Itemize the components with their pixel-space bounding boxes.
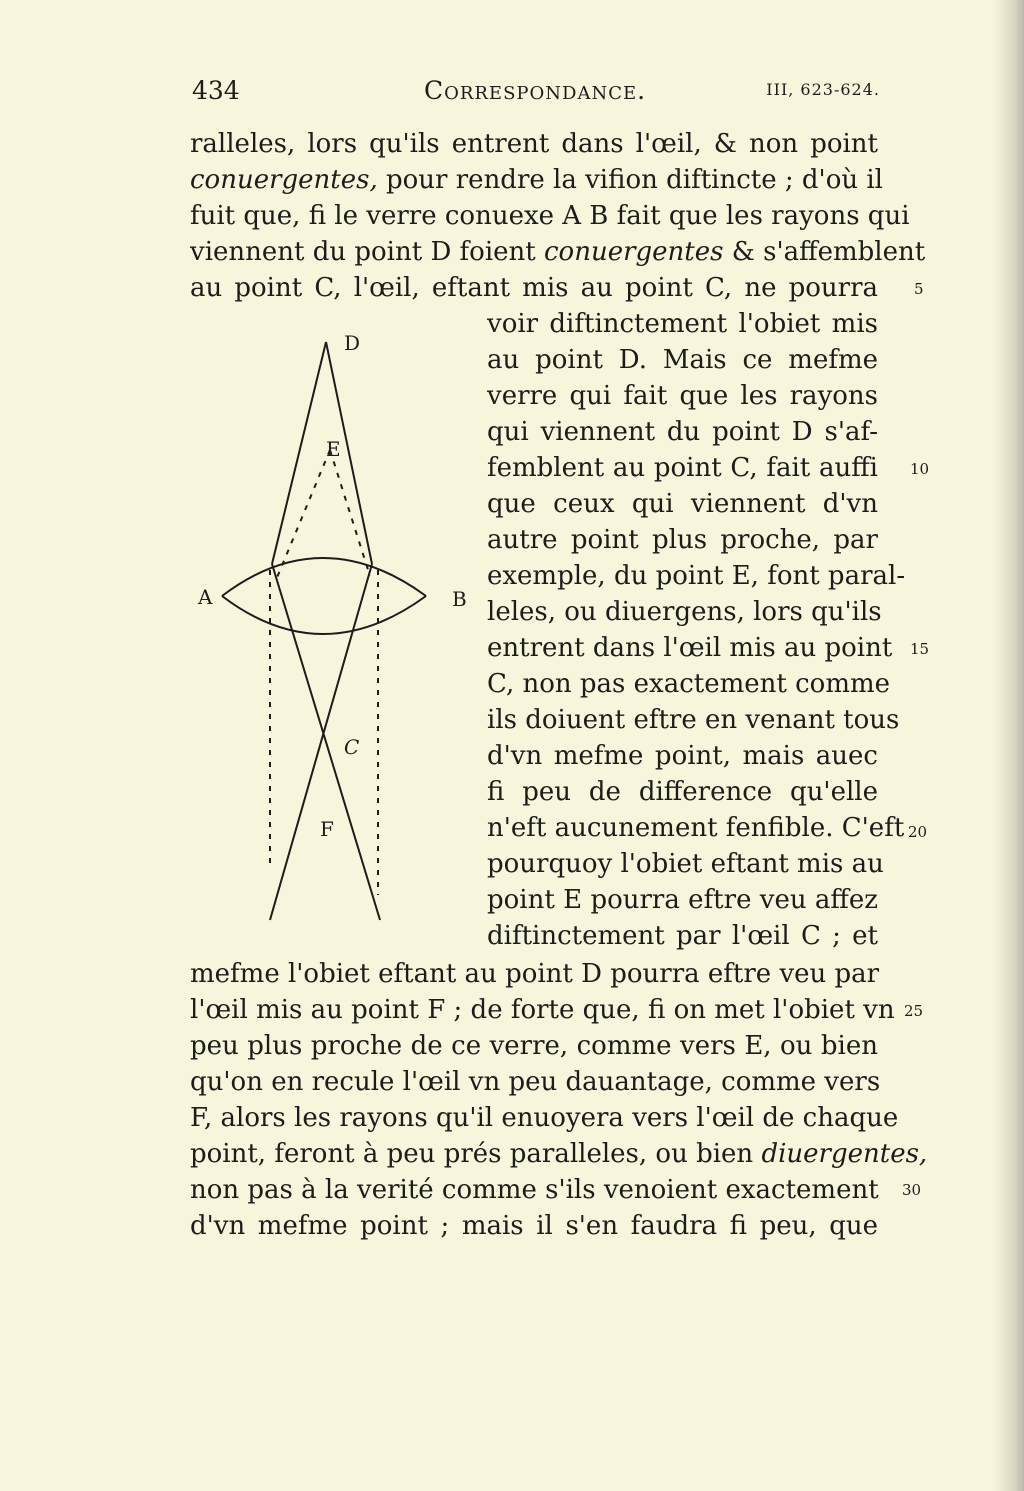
text-line: femblent au point C, fait auffi — [487, 453, 878, 483]
text-line: F, alors les rayons qu'il enuoyera vers l'œil de chaque — [190, 1103, 899, 1133]
text-fragment: point, feront à peu prés paralleles, ou bien — [190, 1139, 762, 1169]
lens-lower-curve — [222, 596, 426, 634]
italic-term: diuergentes, — [761, 1139, 928, 1169]
optics-figure — [190, 320, 470, 930]
text-line: non pas à la verité comme s'ils venoient exactement — [190, 1175, 879, 1205]
running-header — [190, 76, 880, 112]
text-line — [190, 234, 926, 270]
text-line: d'vn mefme point, mais auec — [487, 741, 878, 771]
text-line: ils doiuent eftre en venant tous — [487, 705, 900, 735]
text-line: pourquoy l'obiet eftant mis au — [487, 849, 884, 879]
text-line: mefme l'obiet eftant au point D pourra eftre veu par — [190, 959, 880, 989]
text-line: fi peu de difference qu'elle — [487, 777, 878, 807]
text-line: qui viennent du point D s'af- — [487, 417, 878, 447]
label-d: D — [344, 331, 361, 355]
text-fragment: pour rendre la vifion diftincte ; d'où il — [377, 165, 883, 195]
line-number: 5 — [914, 280, 924, 298]
page-number: 434 — [192, 76, 240, 105]
text-line: diftinctement par l'œil C ; et — [487, 921, 878, 951]
text-line: point E pourra eftre veu affez — [487, 885, 878, 915]
text-line: l'œil mis au point F ; de forte que, fi on met l'obiet vn — [190, 995, 895, 1025]
label-b: B — [452, 587, 467, 611]
text-line: n'eft aucunement fenfible. C'eft — [487, 813, 905, 843]
ray-cross-1 — [272, 564, 380, 920]
text-line: autre point plus proche, par — [487, 525, 878, 555]
text-line: ralleles, lors qu'ils entrent dans l'œil, & non point — [190, 129, 878, 159]
page-title: Correspondance. — [423, 76, 647, 105]
text-line: exemple, du point E, font paral- — [487, 561, 906, 591]
text-line: C, non pas exactement comme — [487, 669, 891, 699]
text-line — [190, 1136, 928, 1172]
text-line: que ceux qui viennent d'vn — [487, 489, 878, 519]
text-line — [190, 162, 883, 198]
line-number: 20 — [908, 823, 928, 841]
text-line: entrent dans l'œil mis au point — [487, 633, 893, 663]
label-f: F — [320, 817, 334, 841]
line-number: 25 — [904, 1002, 924, 1020]
italic-term: conuergentes, — [190, 165, 378, 195]
text-fragment: & s'affemblent — [723, 237, 926, 267]
text-line: qu'on en recule l'œil vn peu dauantage, comme vers — [190, 1067, 881, 1097]
label-a: A — [198, 585, 213, 609]
page-reference: III, 623-624. — [766, 80, 880, 99]
line-number: 15 — [910, 640, 930, 658]
text-line: au point C, l'œil, eftant mis au point C, ne pourra — [190, 273, 878, 303]
text-line: au point D. Mais ce mefme — [487, 345, 878, 375]
line-number: 10 — [910, 460, 930, 478]
text-line: leles, ou diuergens, lors qu'ils — [487, 597, 882, 627]
text-line: fuit que, fi le verre conuexe A B fait que les rayons qui — [190, 201, 910, 231]
dashed-ray-e-right — [330, 450, 370, 576]
italic-term: conuergentes — [544, 237, 724, 267]
label-c: C — [344, 735, 360, 759]
ray-d-left — [272, 342, 326, 564]
text-line: d'vn mefme point ; mais il s'en faudra fi peu, que — [190, 1211, 878, 1241]
text-line: peu plus proche de ce verre, comme vers E, ou bien — [190, 1031, 878, 1061]
page-edge-shadow — [994, 0, 1024, 1491]
text-line: voir diftinctement l'obiet mis — [487, 309, 878, 339]
text-fragment: viennent du point D foient — [190, 237, 544, 267]
lens-upper-curve — [222, 558, 426, 596]
line-number: 30 — [902, 1181, 922, 1199]
text-line: verre qui fait que les rayons — [487, 381, 878, 411]
label-e: E — [326, 437, 341, 461]
